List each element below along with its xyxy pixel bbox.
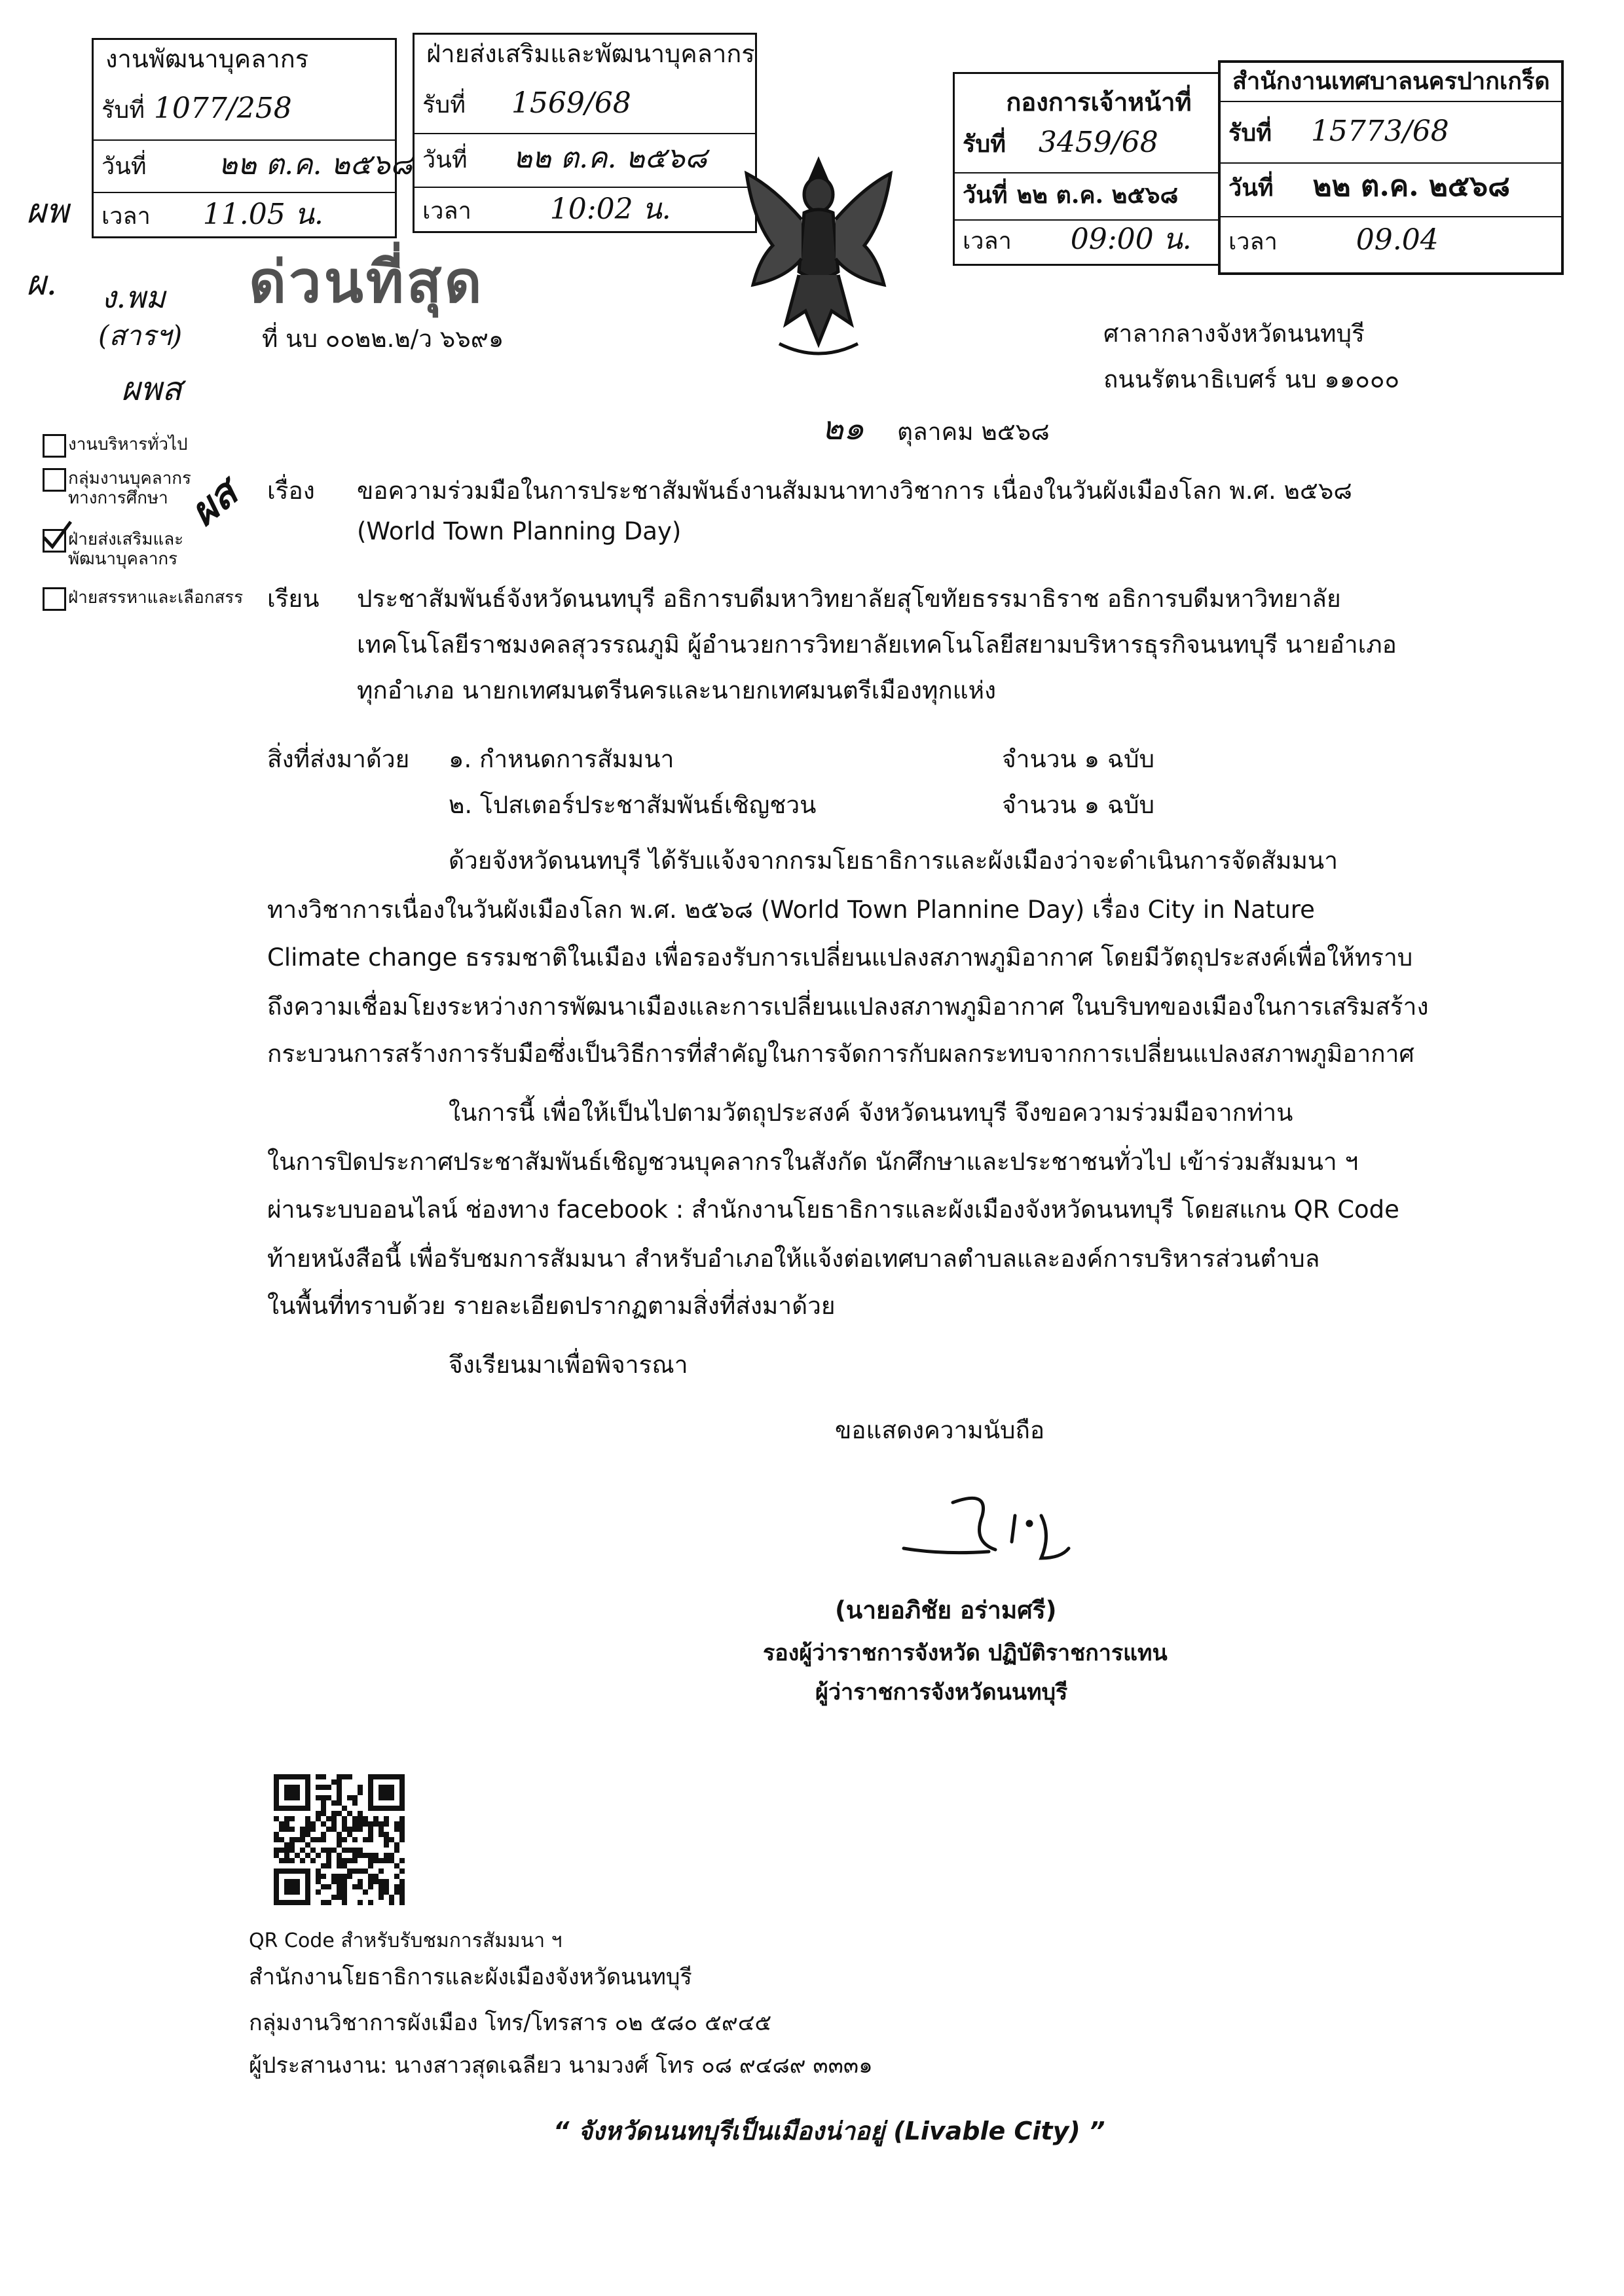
stamp-value: 09.04 — [1356, 223, 1439, 257]
to-line-2: เทคโนโลยีราชมงคลสุวรรณภูมิ ผู้อำนวยการวิทยาลัยเทคโนโลยีสยามบริหารธุรกิจนนทบุรี นายอำเภอ — [357, 630, 1397, 659]
enclosure-qty: จำนวน ๑ ฉบับ — [1002, 791, 1155, 819]
stamp-row-received-no — [101, 86, 387, 132]
stamp-value: 11.05 น. — [202, 198, 323, 231]
stamp-header: ฝ่ายส่งเสริมและพัฒนาบุคลากร — [426, 39, 755, 68]
paragraph-1-line: ทางวิชาการเนื่องในวันผังเมืองโลก พ.ศ. ๒๕๖๘ (World Town Plannine Day) เรื่อง City in Nature — [267, 896, 1315, 924]
signer-name: (นายอภิชัย อร่ามศรี) — [835, 1596, 1057, 1624]
signer-position-2: ผู้ว่าราชการจังหวัดนนทบุรี — [815, 1679, 1068, 1705]
receipt-stamp-2 — [413, 33, 757, 233]
to-line-1: ประชาสัมพันธ์จังหวัดนนทบุรี อธิการบดีมหาวิทยาลัยสุโขทัยธรรมาธิราช อธิการบดีมหาวิทยาลัย — [357, 585, 1341, 613]
stamp-label: วันที่ — [963, 182, 1008, 209]
paragraph-1-line: Climate change ธรรมชาติในเมือง เพื่อรองรับการเปลี่ยนแปลงสภาพภูมิอากาศ โดยมีวัตถุประสงค์เพื่อให้ทราบ — [267, 943, 1413, 972]
footer-contact-line: สำนักงานโยธาธิการและผังเมืองจังหวัดนนทบุรี — [249, 1964, 692, 1990]
margin-note: ผ. — [26, 264, 57, 303]
routing-option-label: ฝ่ายสรรหาและเลือกสรร — [68, 588, 244, 608]
receipt-stamp-4 — [1218, 60, 1564, 275]
margin-note: ผพ — [26, 192, 69, 231]
routing-option-label: งานบริหารทั่วไป — [68, 435, 188, 454]
routing-handwritten-mark: ผส — [181, 470, 247, 536]
enclosure-item: ๒. โปสเตอร์ประชาสัมพันธ์เชิญชวน — [449, 791, 817, 819]
stamp-header: กองการเจ้าหน้าที่ — [1006, 88, 1192, 117]
stamp-header: สำนักงานเทศบาลนครปากเกร็ด — [1221, 63, 1561, 102]
stamp-value: ๒๒ ต.ค. ๒๕๖๘ — [513, 141, 707, 175]
urgency-stamp: ด่วนที่สุด — [249, 248, 485, 316]
stamp-value: 3459/68 — [1038, 126, 1158, 159]
stamp-value: 09:00 น. — [1070, 223, 1192, 256]
footer-contact-line: กลุ่มงานวิชาการผังเมือง โทร/โทรสาร ๐๒ ๕๘๐ ๕๙๔๕ — [249, 2010, 772, 2036]
stamp-value: ๒๒ ต.ค. ๒๕๖๘ — [218, 148, 413, 181]
qr-code[interactable] — [274, 1774, 405, 1905]
enclosure-qty: จำนวน ๑ ฉบับ — [1002, 745, 1155, 773]
footer-contact-line: ผู้ประสานงาน: นางสาวสุดเฉลียว นามวงศ์ โทร ๐๘ ๙๔๘๙ ๓๓๓๑ — [249, 2052, 873, 2079]
handwritten-signature — [891, 1476, 1153, 1575]
paragraph-1-line: กระบวนการสร้างการรับมือซึ่งเป็นวิธีการที่สำคัญในการจัดการกับผลกระทบจากการเปลี่ยนแปลงสภาพภูมิอากาศ — [267, 1040, 1414, 1068]
paragraph-1-line: ถึงความเชื่อมโยงระหว่างการพัฒนาเมืองและการเปลี่ยนแปลงสภาพภูมิอากาศ ในบริบทของเมืองในการเสริมสร้าง — [267, 993, 1429, 1021]
routing-checkbox[interactable] — [43, 434, 66, 458]
margin-note: ง.พม — [101, 280, 166, 315]
stamp-value: 1077/258 — [153, 92, 292, 125]
subject-label: เรื่อง — [267, 477, 315, 505]
stamp-row-received-no — [963, 120, 1235, 166]
stamp-value: ๒๒ ต.ค. ๒๕๖๘ — [1016, 181, 1179, 209]
qr-caption: QR Code สำหรับรับชมการสัมมนา ฯ — [249, 1929, 563, 1952]
routing-checkbox-checked[interactable] — [43, 529, 66, 553]
routing-checkbox[interactable] — [43, 587, 66, 611]
stamp-row-time — [422, 187, 747, 232]
paragraph-2-line: ในการปิดประกาศประชาสัมพันธ์เชิญชวนบุคลากรในสังกัด นักศึกษาและประชาชนทั่วไป เข้าร่วมสัมมนา ฯ — [267, 1148, 1359, 1176]
stamp-row-date — [1228, 164, 1553, 210]
subject-line-1: ขอความร่วมมือในการประชาสัมพันธ์งานสัมมนาทางวิชาการ เนื่องในวันผังเมืองโลก พ.ศ. ๒๕๖๘ — [357, 477, 1352, 505]
garuda-emblem — [733, 147, 904, 370]
stamp-value: 1569/68 — [511, 86, 631, 120]
routing-option-label: ฝ่ายส่งเสริมและพัฒนาบุคลากร — [68, 530, 184, 569]
receipt-stamp-3 — [953, 72, 1245, 266]
salutation: ขอแสดงความนับถือ — [835, 1416, 1045, 1444]
stamp-label: วันที่ — [101, 153, 147, 180]
margin-note: (สารฯ) — [98, 319, 183, 352]
document-date: ตุลาคม ๒๕๖๘ — [897, 418, 1050, 446]
stamp-label: รับที่ — [101, 97, 145, 124]
stamp-row-received-no — [1228, 109, 1553, 155]
paragraph-1-line: ด้วยจังหวัดนนทบุรี ได้รับแจ้งจากกรมโยธาธิการและผังเมืองว่าจะดำเนินการจัดสัมมนา — [449, 847, 1338, 875]
closing-request: จึงเรียนมาเพื่อพิจารณา — [449, 1351, 688, 1379]
stamp-label: วันที่ — [1228, 175, 1274, 202]
routing-checkbox[interactable] — [43, 468, 66, 492]
stamp-label: วันที่ — [422, 147, 468, 173]
enclosures-label: สิ่งที่ส่งมาด้วย — [267, 745, 410, 773]
to-label: เรียน — [267, 585, 320, 613]
stamp-row-time — [101, 192, 387, 238]
stamp-label: รับที่ — [422, 92, 466, 118]
stamp-label: เวลา — [101, 203, 151, 230]
document-date-day: ๒๑ — [822, 409, 864, 447]
to-line-3: ทุกอำเภอ นายกเทศมนตรีนครและนายกเทศมนตรีเมืองทุกแห่ง — [357, 676, 997, 704]
stamp-value: 10:02 น. — [549, 192, 671, 226]
stamp-row-date — [101, 142, 413, 188]
paragraph-2-line: ผ่านระบบออนไลน์ ช่องทาง facebook : สำนักงานโยธาธิการและผังเมืองจังหวัดนนทบุรี โดยสแกน QR Code — [267, 1195, 1399, 1224]
stamp-header: งานพัฒนาบุคลากร — [105, 45, 309, 73]
sender-address-line-2: ถนนรัตนาธิเบศร์ นบ ๑๑๐๐๐ — [1103, 365, 1400, 393]
stamp-label: รับที่ — [963, 131, 1006, 158]
enclosure-item: ๑. กำหนดการสัมมนา — [449, 745, 674, 773]
paragraph-2-line: ในการนี้ เพื่อให้เป็นไปตามวัตถุประสงค์ จังหวัดนนทบุรี จึงขอความร่วมมือจากท่าน — [449, 1099, 1293, 1127]
stamp-row-date — [422, 136, 747, 181]
slogan: “ จังหวัดนนทบุรีเป็นเมืองน่าอยู่ (Livable City) ” — [553, 2117, 1105, 2145]
stamp-label: เวลา — [1228, 228, 1278, 255]
subject-line-2: (World Town Planning Day) — [357, 517, 682, 545]
receipt-stamp-1 — [92, 38, 413, 238]
signer-position-1: รองผู้ว่าราชการจังหวัด ปฏิบัติราชการแทน — [763, 1640, 1168, 1666]
stamp-row-time — [963, 217, 1235, 263]
paragraph-2-line: ในพื้นที่ทราบด้วย รายละเอียดปรากฏตามสิ่งที่ส่งมาด้วย — [267, 1292, 836, 1320]
sender-address-line-1: ศาลากลางจังหวัดนนทบุรี — [1103, 319, 1365, 348]
margin-note: ผพส — [121, 370, 182, 408]
stamp-label: เวลา — [422, 198, 471, 225]
stamp-row-received-no — [422, 81, 747, 126]
stamp-row-time — [1228, 217, 1553, 263]
stamp-label: รับที่ — [1228, 120, 1272, 147]
routing-option-label: กลุ่มงานบุคลากรทางการศึกษา — [68, 469, 192, 508]
stamp-value: 15773/68 — [1310, 115, 1449, 148]
stamp-label: เวลา — [963, 228, 1012, 255]
stamp-row-date — [963, 172, 1235, 218]
stamp-value: ๒๒ ต.ค. ๒๕๖๘ — [1312, 170, 1511, 203]
paragraph-2-line: ท้ายหนังสือนี้ เพื่อรับชมการสัมมนา สำหรับอำเภอให้แจ้งต่อเทศบาลตำบลและองค์การบริหารส่วนตำบล — [267, 1245, 1320, 1273]
document-number: ที่ นบ ๐๐๒๒.๒/ว ๖๖๙๑ — [262, 325, 504, 353]
